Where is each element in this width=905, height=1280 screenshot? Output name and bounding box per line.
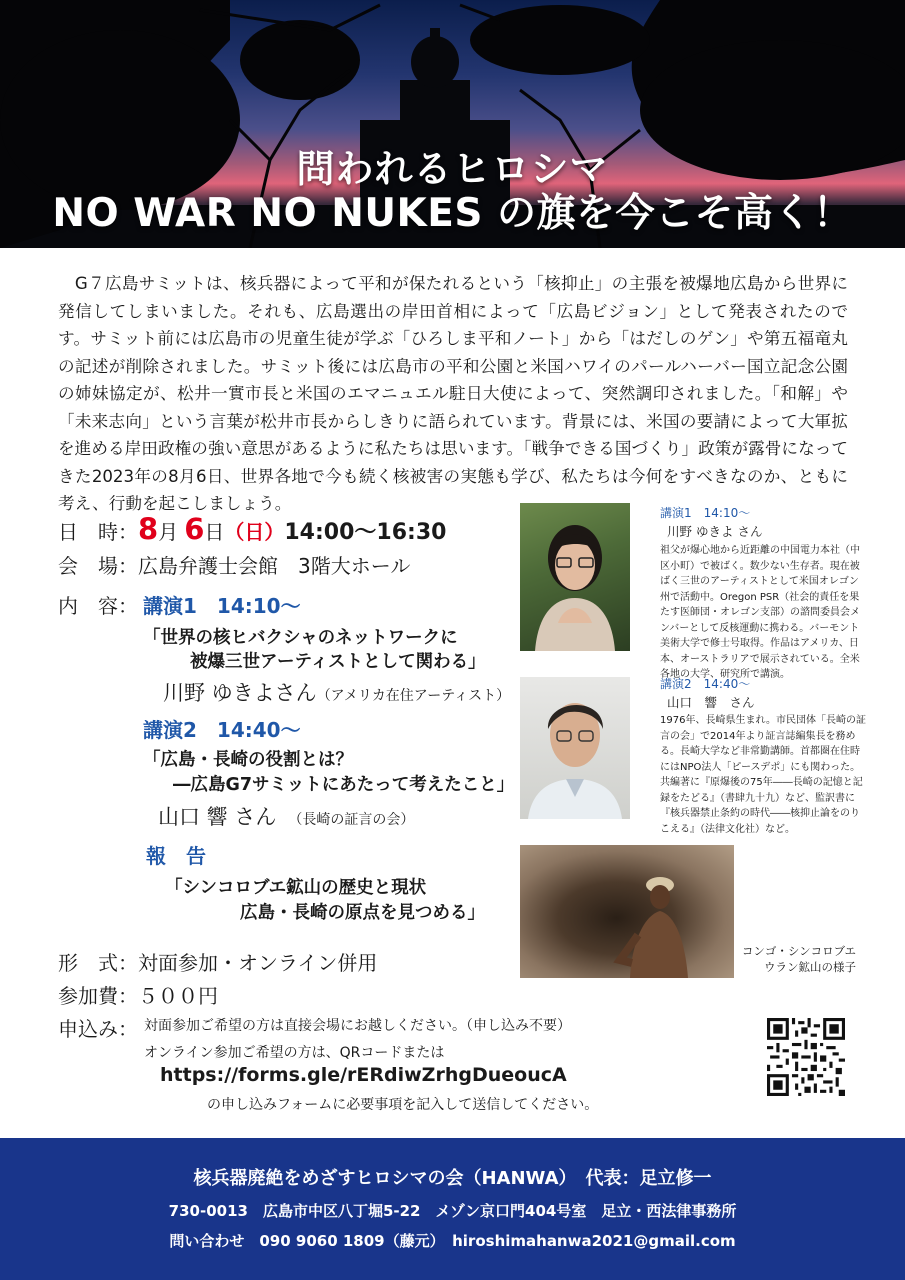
apply-line1: 対面参加ご希望の方は直接会場にお越しください。（申し込み不要） (144, 1018, 571, 1034)
intro-paragraph: G７広島サミットは、核兵器によって平和が保たれるという「核抑止」の主張を被爆地広島から世界に発信してしまいました。それも、広島選出の岸田首相によって「広島ビジョン」として発表されたのです。サミット前には広島市の児童生徒が学ぶ「ひろしま平和ノート」から「はだしのゲン」や第五福竜丸の記述が削除されました。サミット後には広島市の平和公園と米国ハワイのパールハーバー国立記念公園の姉妹協定が、松井一實市長と米国のエマニュエル駐日大使によって、突然調印されました。「和解」や「未来志向」という言葉が松井市長からしきりに語られています。背景には、米国の要請によって大軍拡を進める岸田政権の強い意思があるように私たちは思います。「戦争できる国づくり」政策が露骨になってきた2023年の8月6日、世界各地で今も続く核被害の実態も学び、私たちは今何をすべきなのか、ともに考え、行動を起こしましょう。 (58, 274, 848, 513)
mine-caption (700, 943, 856, 975)
date-weekday: 日 (244, 520, 265, 544)
speaker2-side-heading: 講演2 14:40〜 (660, 677, 751, 691)
date-month-unit: 月 (158, 520, 179, 544)
content-label: 内 容： (58, 594, 138, 618)
lecture2-speaker (158, 801, 414, 831)
lecture1-speaker-name: 川野 ゆきよさん (163, 681, 317, 705)
date-label: 日 時： (58, 520, 138, 544)
lecture1-speaker (163, 677, 510, 707)
apply-url-link[interactable]: https://forms.gle/rERdiwZrhgDueoucA (160, 1064, 567, 1086)
mine-caption-line2: ウラン鉱山の様子 (764, 960, 856, 974)
main-title-line2: NO WAR NO NUKES の旗を今こそ高く！ (52, 191, 853, 236)
main-title-line1: 問われるヒロシマ (296, 147, 609, 191)
lecture2-speaker-note: （長崎の証言の会） (288, 812, 415, 828)
apply-label: 申込み： (58, 1017, 138, 1041)
lecture2-title-line2: ―広島G7サミットにあたって考えたこと」 (173, 775, 515, 795)
lecture2-speaker-name: 山口 響 さん (158, 805, 277, 829)
date-time: 14:00〜16:30 (284, 520, 447, 545)
lecture2-heading: 講演2 14:40〜 (143, 718, 301, 742)
mine-caption-line1: コンゴ・シンコロブエ (741, 944, 856, 958)
speaker1-bio: 祖父が爆心地から近距離の中国電力本社（中区小町）で被ばく。数少ない生存者。現在被ばく三世のアーティストとして米国オレゴン州で活動中。Oregon PSR（社会的責任を果たす医師団・オレゴン支部）の諮問委員会メンバーとして反核運動に携わる。バーモント美術大学で修士号取得。作品はアメリカ、日本、オーストラリアで展示されている。全米各地の大学、研究所で講演。 (660, 545, 860, 680)
lecture1-heading: 講演1 14:10〜 (143, 594, 301, 618)
apply-line3: の申し込みフォームに必要事項を記入して送信してください。 (207, 1097, 599, 1113)
date-weekday-open: （ (224, 520, 245, 544)
venue-value: 広島弁護士会館 3階大ホール (138, 554, 411, 578)
format-row (58, 947, 377, 976)
content-row (58, 590, 138, 619)
venue-label: 会 場： (58, 554, 138, 578)
apply-row (58, 1013, 138, 1042)
speaker1-photo (520, 503, 630, 651)
format-value: 対面参加・オンライン併用 (138, 951, 378, 975)
fee-row (58, 980, 218, 1009)
date-month: 8 (138, 512, 159, 546)
footer-banner (0, 1138, 905, 1280)
qr-code[interactable] (767, 1018, 845, 1096)
speaker2-photo (520, 677, 630, 819)
footer-contact: 問い合わせ 090 9060 1809（藤元） hiroshimahanwa2021@gmail.com (169, 1232, 736, 1250)
lecture1-title-line2: 被爆三世アーティストとして関わる」 (190, 652, 486, 672)
venue-row (58, 550, 410, 579)
date-weekday-close: ） (264, 520, 285, 544)
date-row (58, 512, 446, 546)
report-title-line2: 広島・長崎の原点を見つめる」 (240, 903, 485, 923)
lecture1-title-line1: 「世界の核ヒバクシャのネットワークに (143, 628, 458, 648)
fee-value: ５００円 (138, 984, 218, 1008)
lecture1-speaker-note: （アメリカ在住アーティスト） (316, 688, 511, 704)
apply-line2: オンライン参加ご希望の方は、QRコードまたは (144, 1045, 445, 1061)
speaker2-side-name: 山口 響 さん (667, 695, 755, 710)
speaker1-side-name: 川野 ゆきよ さん (667, 524, 763, 539)
format-label: 形 式： (58, 951, 138, 975)
speaker1-side-heading: 講演1 14:10〜 (660, 506, 751, 520)
header-photo-banner (0, 0, 905, 248)
report-title-line1: 「シンコロブエ鉱山の歴史と現状 (165, 878, 427, 898)
footer-address: 730-0013 広島市中区八丁堀5-22 メゾン京口門404号室 足立・西法律事務所 (168, 1202, 737, 1220)
footer-org: 核兵器廃絶をめざすヒロシマの会（HANWA） 代表：足立修一 (193, 1168, 712, 1189)
date-day-unit: 日 (204, 520, 225, 544)
date-day: 6 (184, 512, 205, 546)
lecture2-title-line1: 「広島・長崎の役割とは？ (143, 750, 353, 770)
fee-label: 参加費： (58, 984, 138, 1008)
speaker2-bio: 1976年、長崎県生まれ。市民団体「長崎の証言の会」で2014年より証言誌編集長を務める。長崎大学など非常勤講師。首都圏在住時にはNPO法人「ピースデポ」にも関わった。共編著に『原爆後の75年――長崎の記憶と記録をたどる』（書肆九十九）など、監訳書に『核兵器禁止条約の時代――核抑止論をのりこえる』（法律文化社）など。 (660, 715, 867, 835)
report-heading: 報 告 (146, 844, 206, 868)
